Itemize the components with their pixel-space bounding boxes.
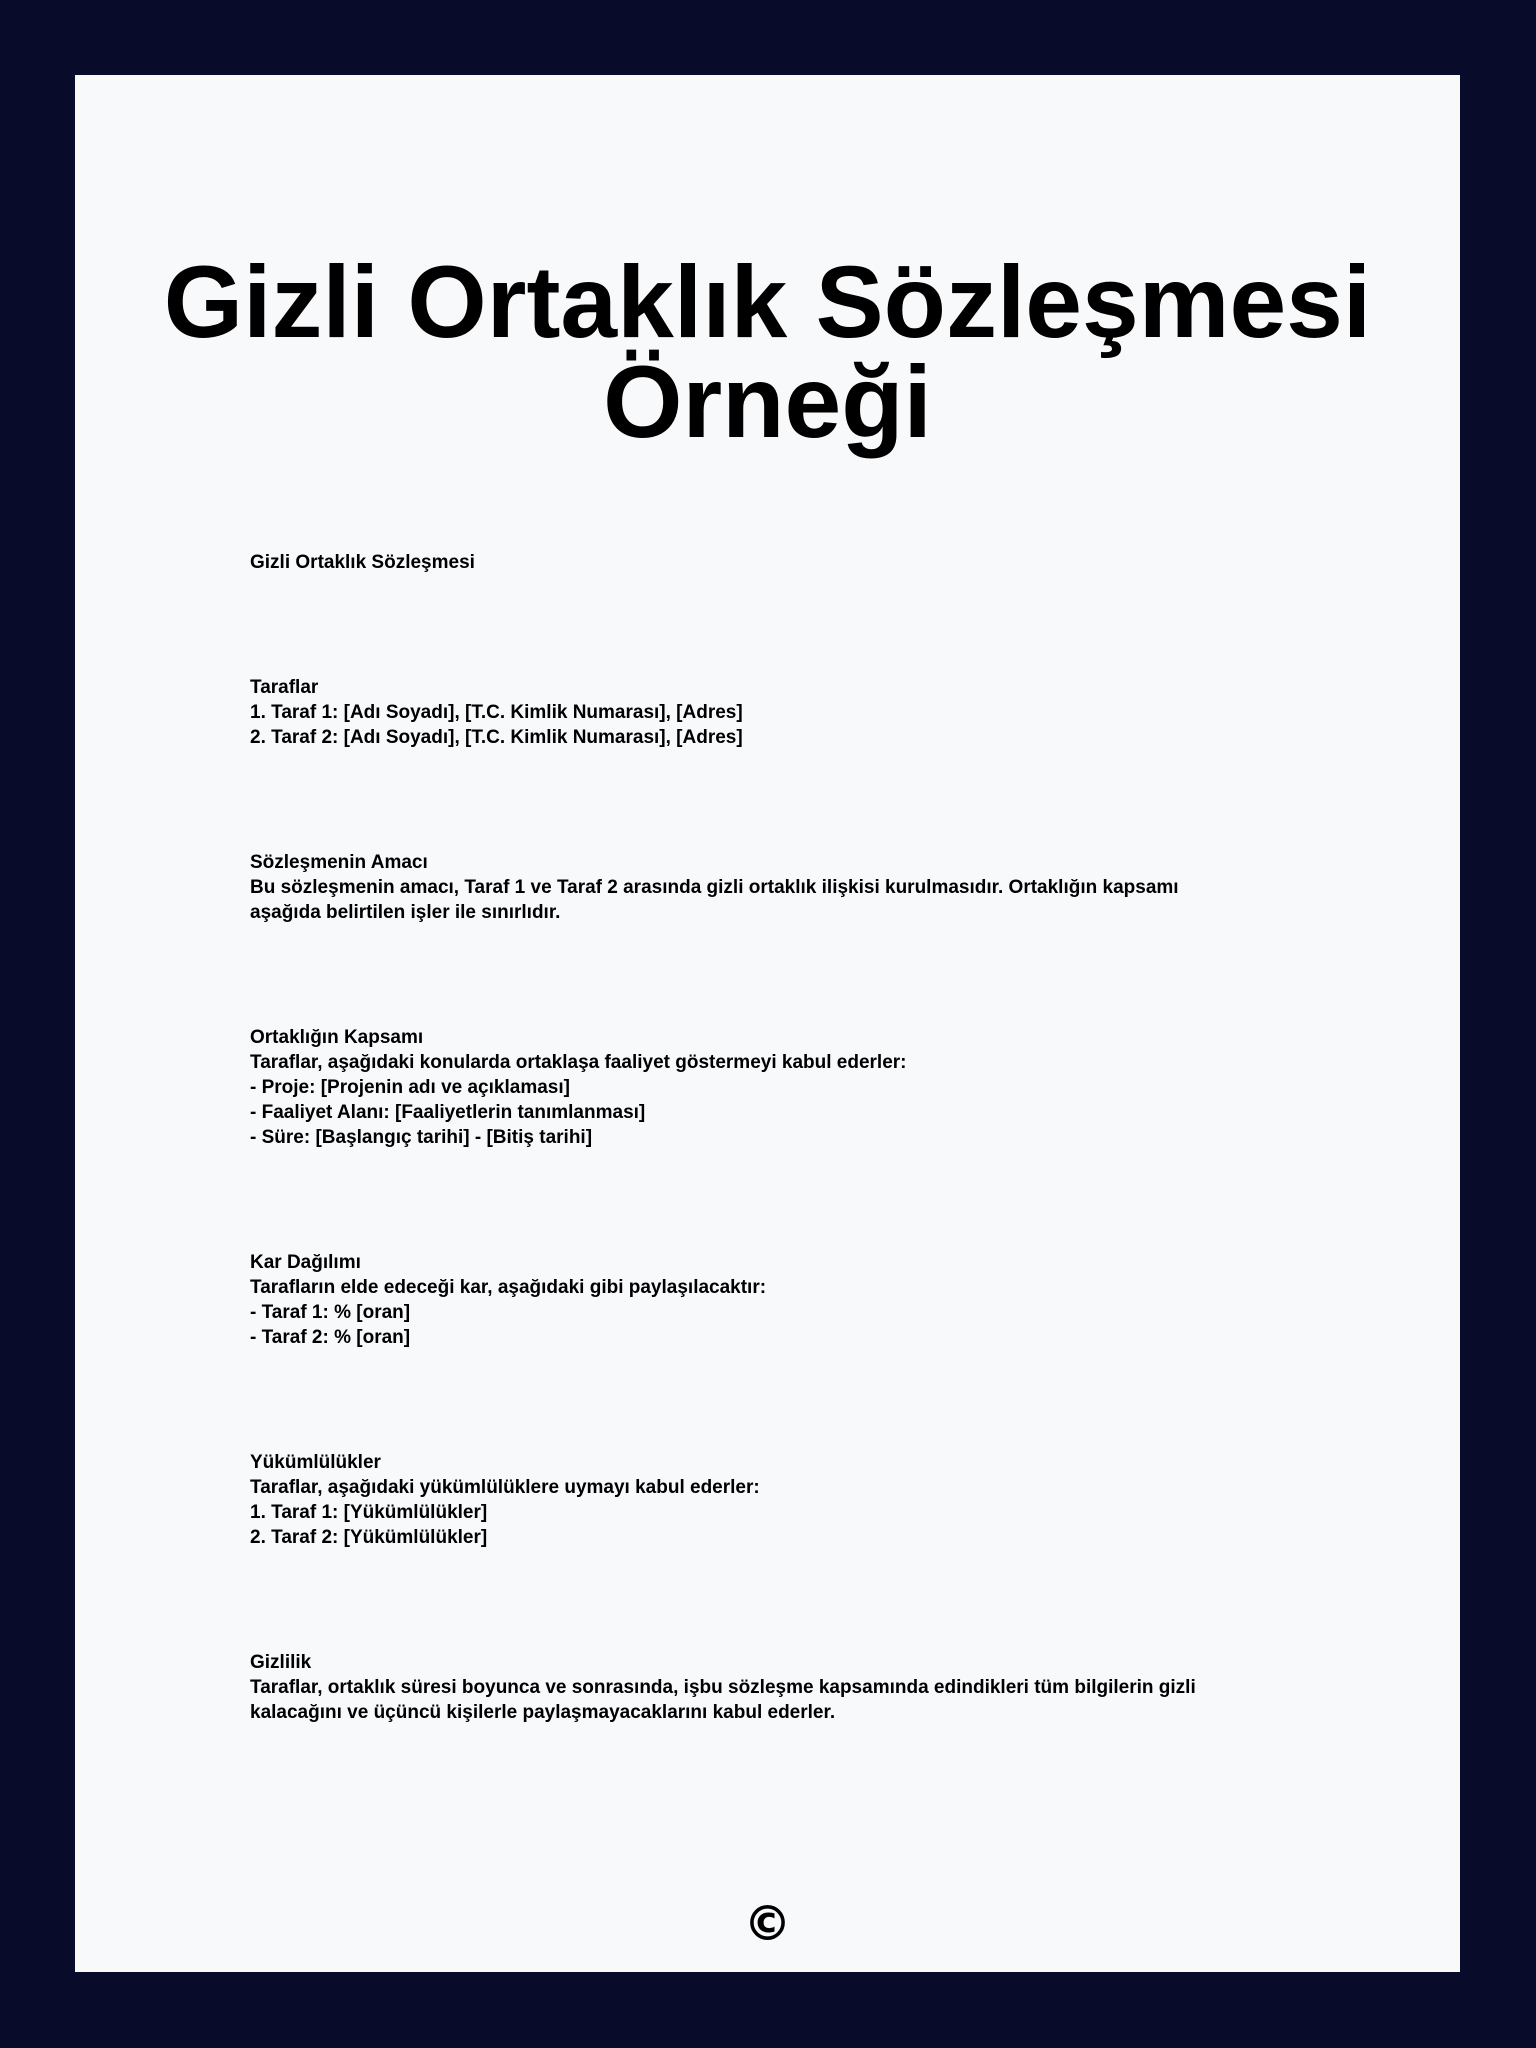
section-line: Taraflar, ortaklık süresi boyunca ve sonrasında, işbu sözleşme kapsamında edindikleri tüm bilgilerin gizli: [250, 1677, 1196, 1698]
section-heading: Kar Dağılımı: [250, 1252, 361, 1273]
copyright-icon: ©: [743, 1896, 792, 1952]
section-confidentiality: [250, 1650, 1340, 1725]
section-line: aşağıda belirtilen işler ile sınırlıdır.: [250, 902, 561, 923]
document-page: [75, 75, 1460, 1972]
section-heading: Ortaklığın Kapsamı: [250, 1027, 424, 1048]
section-line: 1. Taraf 1: [Adı Soyadı], [T.C. Kimlik Numarası], [Adres]: [250, 702, 743, 723]
section-heading: Sözleşmenin Amacı: [250, 852, 428, 873]
section-line: 1. Taraf 1: [Yükümlülükler]: [250, 1502, 488, 1523]
document-heading: Gizli Ortaklık Sözleşmesi: [250, 552, 475, 573]
section-heading: Taraflar: [250, 677, 319, 698]
section-line: - Faaliyet Alanı: [Faaliyetlerin tanımlanması]: [250, 1102, 646, 1123]
section-heading: Gizlilik: [250, 1652, 312, 1673]
section-line: - Taraf 1: % [oran]: [250, 1302, 411, 1323]
section-parties: [250, 675, 1340, 750]
document-title: [75, 245, 1460, 459]
document-title-line-2: Örneği: [603, 345, 932, 459]
section-scope: [250, 1025, 1340, 1150]
section-line: Taraflar, aşağıdaki konularda ortaklaşa faaliyet göstermeyi kabul ederler:: [250, 1052, 907, 1073]
section-profit-distribution: [250, 1250, 1340, 1350]
section-line: - Taraf 2: % [oran]: [250, 1327, 411, 1348]
section-heading: Yükümlülükler: [250, 1452, 381, 1473]
section-line: Tarafların elde edeceği kar, aşağıdaki gibi paylaşılacaktır:: [250, 1277, 767, 1298]
section-obligations: [250, 1450, 1340, 1550]
section-line: 2. Taraf 2: [Adı Soyadı], [T.C. Kimlik Numarası], [Adres]: [250, 727, 743, 748]
section-line: kalacağını ve üçüncü kişilerle paylaşmayacaklarını kabul ederler.: [250, 1702, 836, 1723]
section-purpose: [250, 850, 1340, 925]
document-heading-block: [250, 550, 1340, 575]
section-line: - Proje: [Projenin adı ve açıklaması]: [250, 1077, 570, 1098]
section-line: - Süre: [Başlangıç tarihi] - [Bitiş tarihi]: [250, 1127, 593, 1148]
document-title-line-1: Gizli Ortaklık Sözleşmesi: [163, 245, 1372, 359]
section-line: 2. Taraf 2: [Yükümlülükler]: [250, 1527, 488, 1548]
section-line: Taraflar, aşağıdaki yükümlülüklere uymayı kabul ederler:: [250, 1477, 760, 1498]
section-line: Bu sözleşmenin amacı, Taraf 1 ve Taraf 2 arasında gizli ortaklık ilişkisi kurulmasıdır. Ortaklığın kapsamı: [250, 877, 1179, 898]
